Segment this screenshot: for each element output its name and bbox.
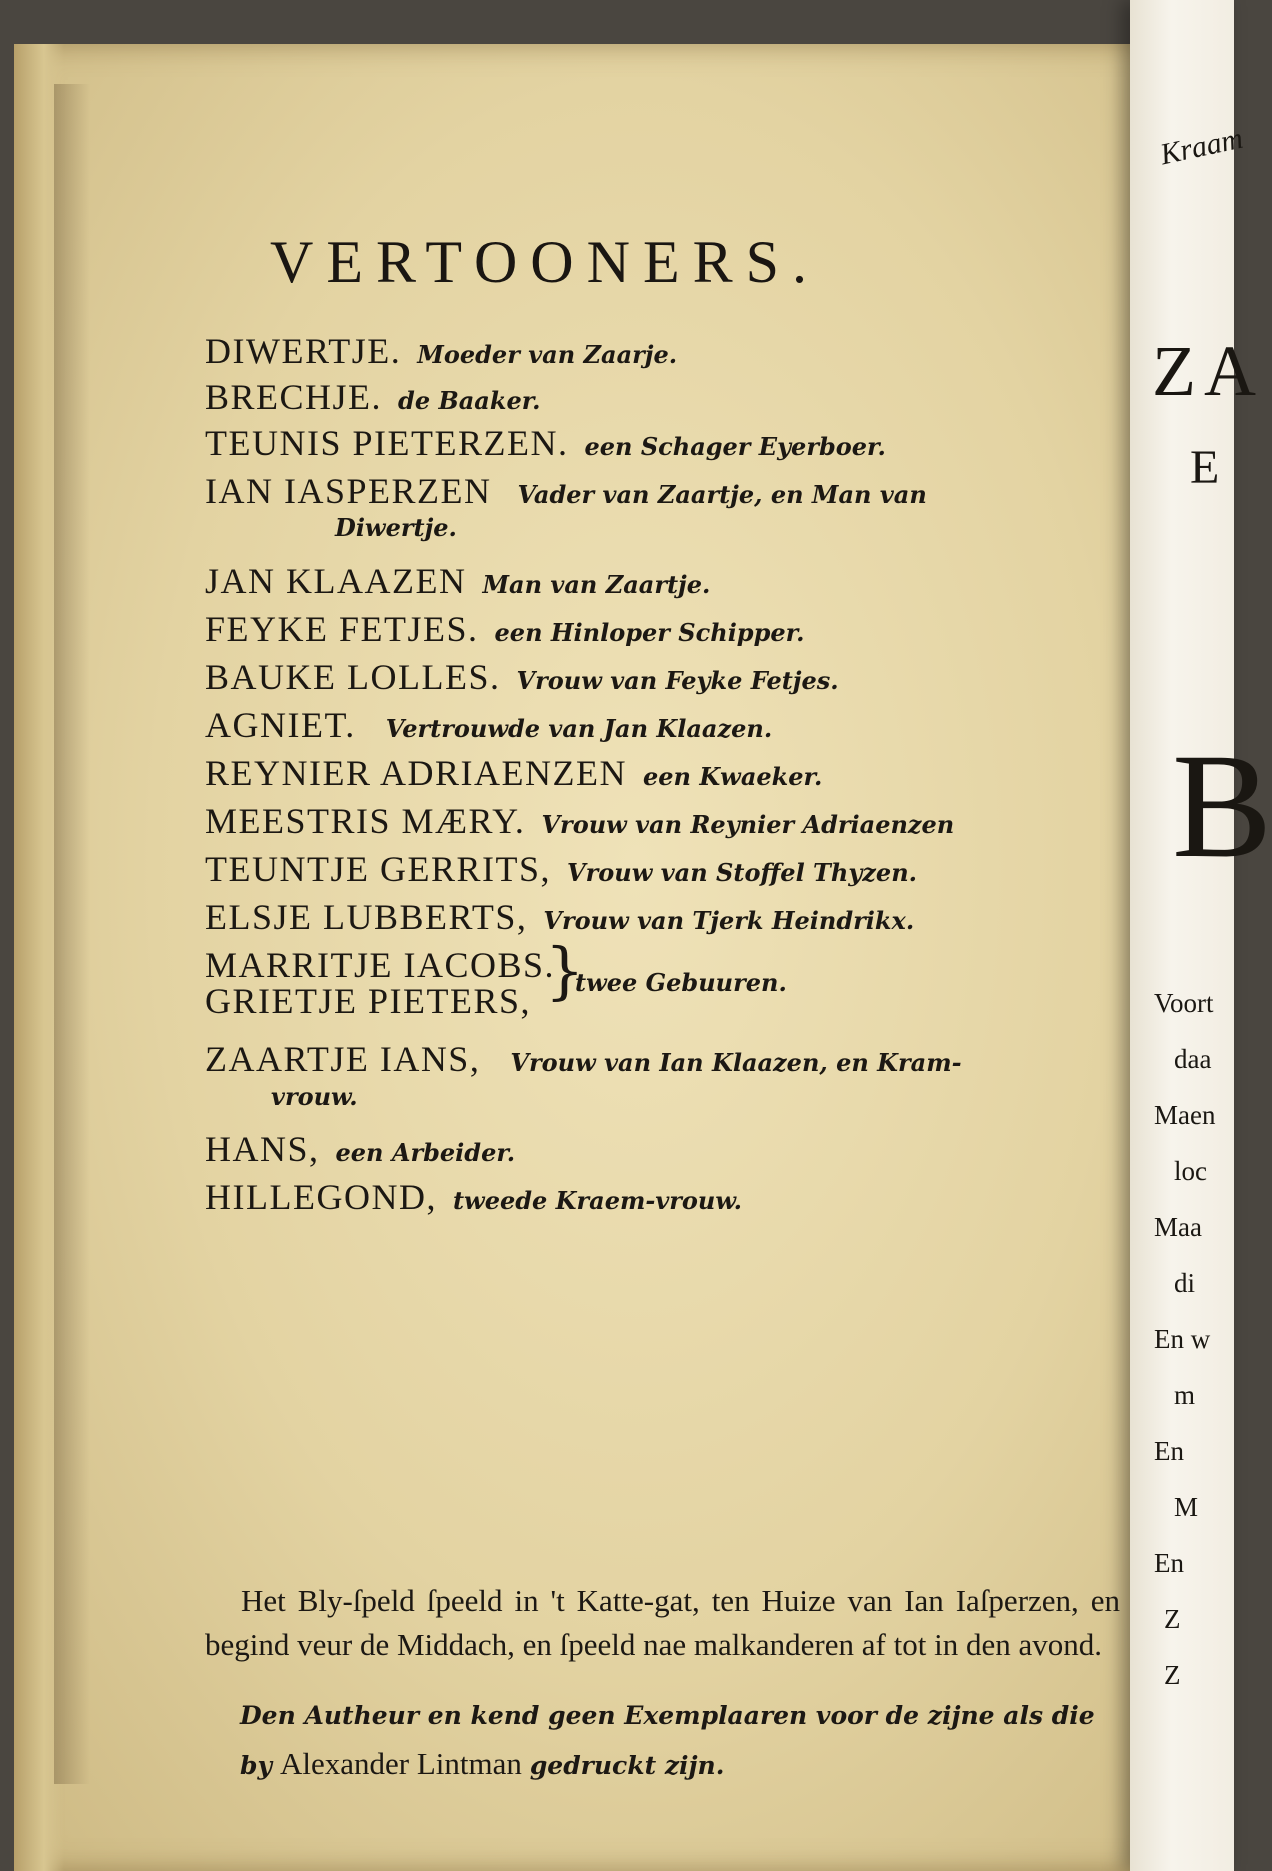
character-name: DIWERTJE. (205, 331, 402, 371)
character-name: ELSJE LUBBERTS, (205, 897, 528, 937)
cast-entry (205, 980, 531, 1022)
right-page-line: Maa (1154, 1212, 1202, 1242)
cast-entry (205, 656, 839, 698)
character-role: Vrouw van Tjerk Heindrikx. (543, 906, 915, 935)
character-name: TEUNIS PIETERZEN. (205, 423, 569, 463)
character-role: een Hinloper Schipper. (494, 618, 805, 647)
shared-character-role: twee Gebuuren. (575, 968, 787, 997)
character-role: Man van Zaartje. (482, 570, 711, 599)
cast-entry (205, 608, 804, 650)
character-name: REYNIER ADRIAENZEN (205, 753, 627, 793)
character-role: Vertrouwde van Jan Klaazen. (385, 714, 773, 743)
character-name: FEYKE FETJES. (205, 609, 479, 649)
right-page-line: loc (1174, 1156, 1207, 1186)
cast-entry (205, 376, 541, 418)
cast-entry (205, 848, 917, 890)
cast-entry (205, 704, 772, 746)
character-role: de Baaker. (398, 386, 541, 415)
right-page-text-fragments (1154, 975, 1215, 1703)
character-name: AGNIET. (205, 705, 356, 745)
character-name: BRECHJE. (205, 377, 383, 417)
cast-entry (205, 896, 914, 938)
character-role-continuation: vrouw. (271, 1082, 358, 1111)
cast-entry (205, 800, 954, 842)
character-role: Vader van Zaartje, en Man van (517, 480, 927, 509)
character-role: een Kwaeker. (642, 762, 823, 791)
staging-note-text: Het Bly-ſpeld ſpeeld in 't Katte-gat, ten Huize van Ian Iaſperzen, en begind veur de Middach, en ſpeeld nae malkanderen af tot in den avond. (205, 1583, 1120, 1662)
cast-entry (205, 752, 822, 794)
cast-entry (205, 470, 927, 512)
right-page-line: M (1174, 1492, 1199, 1522)
character-role: Moeder van Zaarje. (417, 340, 678, 369)
character-role: Vrouw van Feyke Fetjes. (516, 666, 839, 695)
cast-entry (205, 560, 710, 602)
printer-notice-end: gedruckt zijn. (529, 1751, 725, 1780)
character-role: tweede Kraem-vrouw. (452, 1186, 742, 1215)
character-role: een Arbeider. (335, 1138, 516, 1167)
right-page-line: daa (1174, 1044, 1212, 1074)
cast-entry (205, 1128, 515, 1170)
character-name: IAN IASPERZEN (205, 471, 492, 511)
right-page-title-fragment: ZA (1152, 331, 1264, 411)
cast-entry (205, 1176, 742, 1218)
right-page-line: En (1154, 1548, 1184, 1578)
printer-notice (240, 1692, 1120, 1790)
grouping-brace: } (545, 934, 585, 1007)
cast-entry (205, 422, 886, 464)
right-page-line: En w (1154, 1324, 1211, 1354)
right-page-line: Z (1164, 1604, 1181, 1634)
staging-note (205, 1579, 1120, 1667)
cast-entry (205, 330, 677, 372)
character-name: GRIETJE PIETERS, (205, 981, 531, 1021)
printer-notice-text: Den Autheur en kend geen Exemplaaren voor de zijne als die by (240, 1701, 1095, 1780)
character-name: JAN KLAAZEN (205, 561, 467, 601)
right-page-line: di (1174, 1268, 1196, 1298)
right-page-line: Voort (1154, 988, 1214, 1018)
page-title: VERTOONERS. (270, 229, 820, 295)
character-role: een Schager Eyerboer. (584, 432, 886, 461)
character-name: BAUKE LOLLES. (205, 657, 501, 697)
character-name: ZAARTJE IANS, (205, 1039, 481, 1079)
character-name: MEESTRIS MÆRY. (205, 801, 526, 841)
character-role: Vrouw van Stoffel Thyzen. (566, 858, 917, 887)
right-page-drop-capital: B (1172, 723, 1272, 889)
character-name: TEUNTJE GERRITS, (205, 849, 551, 889)
character-name: MARRITJE IACOBS. (205, 945, 556, 985)
book-right-page (1130, 0, 1272, 1871)
cast-entry (205, 1038, 962, 1080)
character-name: HILLEGOND, (205, 1177, 437, 1217)
right-page-running-head: Kraam (1157, 121, 1246, 172)
character-role: Vrouw van Reynier Adriaenzen (541, 810, 955, 839)
right-page-line: En (1154, 1436, 1184, 1466)
right-page-subtitle-fragment: E (1190, 441, 1220, 494)
right-page-line: Z (1164, 1660, 1181, 1690)
right-page-line: m (1174, 1380, 1196, 1410)
character-role-continuation: Diwertje. (335, 513, 457, 542)
printer-name: Alexander Lintman (279, 1746, 522, 1781)
right-page-line: Maen (1154, 1100, 1216, 1130)
character-name: HANS, (205, 1129, 320, 1169)
character-role: Vrouw van Ian Klaazen, en Kram- (510, 1048, 962, 1077)
